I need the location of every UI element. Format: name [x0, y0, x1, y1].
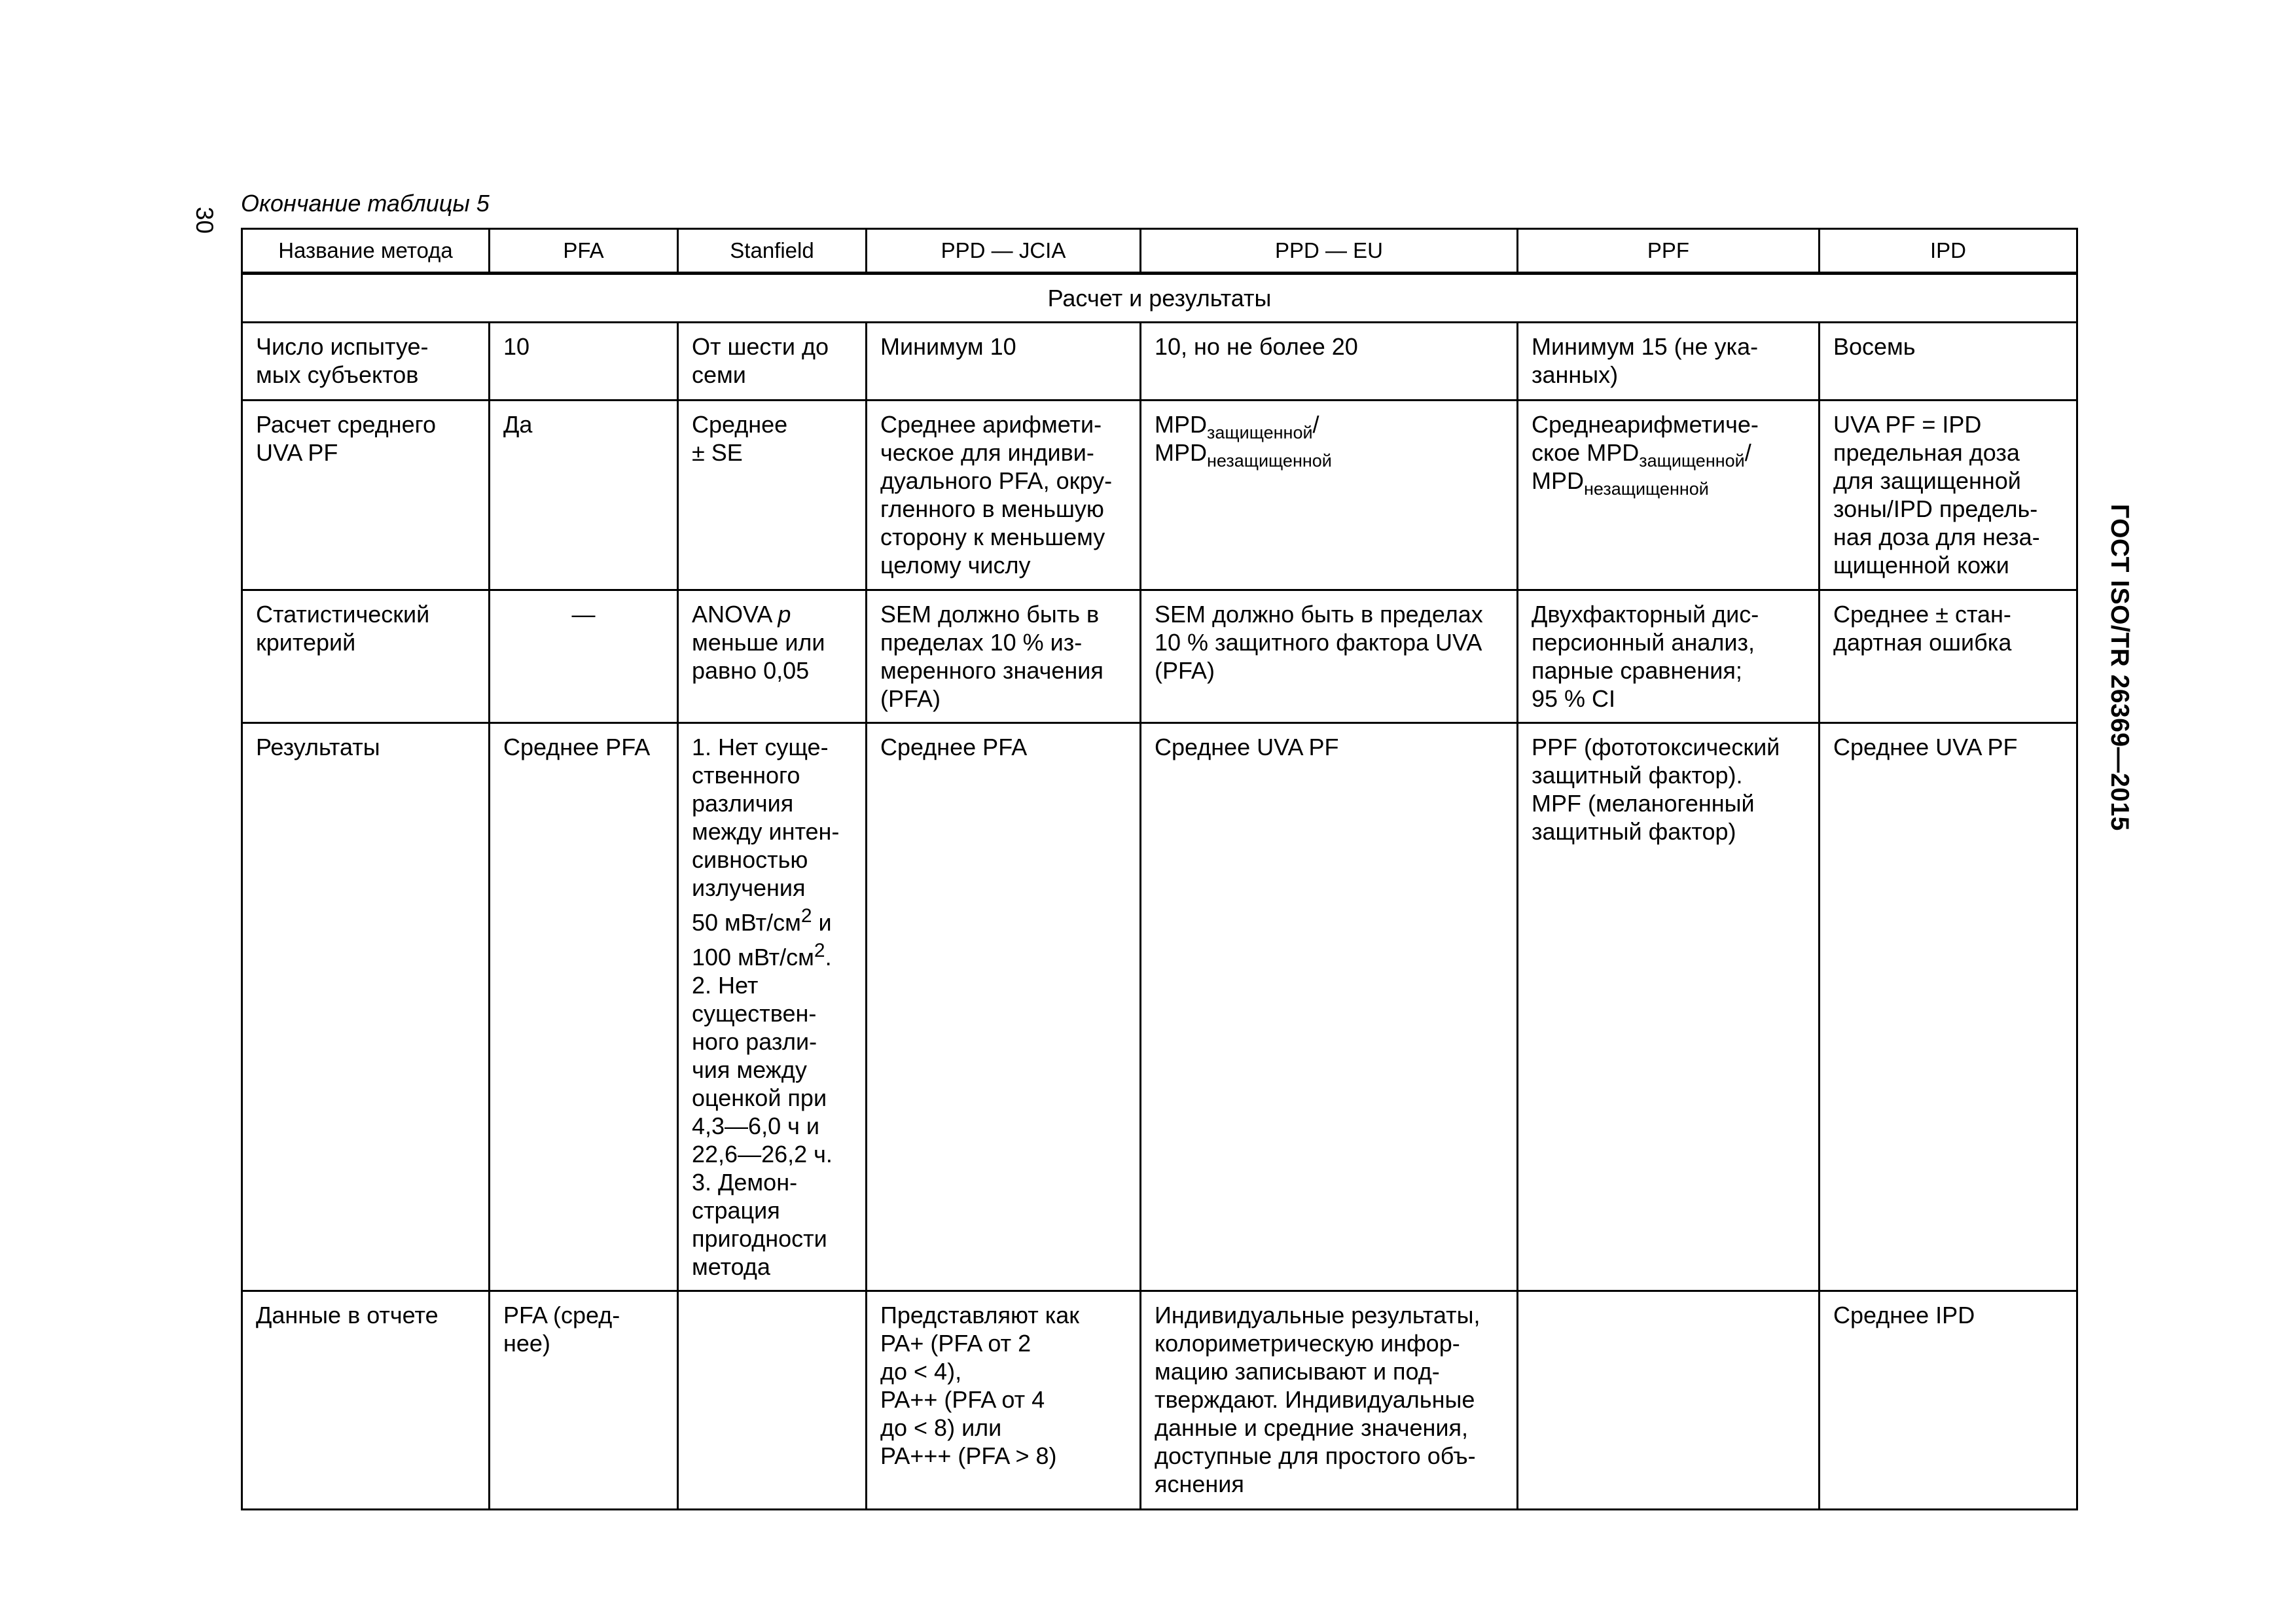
row-label: Расчет среднего UVA PF: [242, 401, 490, 590]
document-code: ГОСТ ISO/TR 26369—2015: [2106, 504, 2134, 831]
table-cell: Среднее UVA PF: [1820, 723, 2077, 1291]
table-cell: PFA (сред- нее): [490, 1291, 678, 1510]
header-ppd-jcia: PPD — JCIA: [867, 229, 1141, 274]
table-cell: [678, 590, 867, 723]
subscript: защищенной: [1207, 423, 1313, 442]
header-ppf: PPF: [1518, 229, 1820, 274]
section-row: [242, 274, 2077, 323]
table-cell: Представляют как PA+ (PFA от 2 до < 4), PA++ (PFA от 4 до < 8) или PA+++ (PFA > 8): [867, 1291, 1141, 1510]
table-cell: UVA PF = IPD предельная доза для защищенной зоны/IPD предель- ная доза для неза- щищенной кожи: [1820, 401, 2077, 590]
table-cell: 10: [490, 323, 678, 401]
header-ipd: IPD: [1820, 229, 2077, 274]
table-row: [242, 723, 2077, 1291]
cell-text: 1. Нет суще- ственного различия между интен- сивностью излучения 50 мВт/см: [692, 734, 840, 936]
superscript: 2: [800, 905, 812, 927]
table-row: [242, 590, 2077, 723]
table-cell: —: [490, 590, 678, 723]
table-cell: [1518, 401, 1820, 590]
table-cell: [678, 1291, 867, 1510]
table-cell: Среднее арифмети- ческое для индиви- дуального PFA, окру- гленного в меньшую сторону к меньшему целому числу: [867, 401, 1141, 590]
table-cell: Среднее UVA PF: [1141, 723, 1518, 1291]
table-cell: Среднее PFA: [490, 723, 678, 1291]
cell-text: меньше или равно 0,05: [692, 629, 825, 684]
table-header-row: [242, 229, 2077, 274]
table-cell: PPF (фототоксический защитный фактор). MPF (меланогенный защитный фактор): [1518, 723, 1820, 1291]
header-method-name: Название метода: [242, 229, 490, 274]
table-row: [242, 1291, 2077, 1510]
cell-text: MPD: [1155, 411, 1207, 438]
table-cell: Двухфакторный дис- персионный анализ, парные сравнения; 95 % CI: [1518, 590, 1820, 723]
table-cell: [1518, 1291, 1820, 1510]
table-row: [242, 401, 2077, 590]
cell-text: MPD: [1532, 467, 1584, 494]
cell-text: /: [1744, 439, 1751, 466]
subscript: незащищенной: [1207, 451, 1332, 471]
table-cell: Да: [490, 401, 678, 590]
row-label: Число испытуе- мых субъектов: [242, 323, 490, 401]
header-pfa: PFA: [490, 229, 678, 274]
header-ppd-eu: PPD — EU: [1141, 229, 1518, 274]
superscript: 2: [814, 940, 825, 961]
page-number: 30: [191, 206, 219, 234]
table-cell: Восемь: [1820, 323, 2077, 401]
table-cell: [678, 723, 867, 1291]
cell-text: MPD: [1155, 439, 1207, 466]
table-caption: Окончание таблицы 5: [241, 190, 490, 217]
table-cell: SEM должно быть в пределах 10 % из- меренного значения (PFA): [867, 590, 1141, 723]
table-cell: Среднее ± SE: [678, 401, 867, 590]
row-label: Данные в отчете: [242, 1291, 490, 1510]
table-cell: [1141, 401, 1518, 590]
cell-text: ANOVA: [692, 601, 778, 628]
table-cell: 10, но не более 20: [1141, 323, 1518, 401]
row-label: Статистический критерий: [242, 590, 490, 723]
subscript: незащищенной: [1584, 479, 1709, 499]
cell-text: . 2. Нет существен- ного разли- чия между оценкой при 4,3—6,0 ч и 22,6—26,2 ч. 3. Демон- страция пригодности метода: [692, 944, 833, 1280]
row-label: Результаты: [242, 723, 490, 1291]
section-title: Расчет и результаты: [242, 274, 2077, 323]
table-cell: SEM должно быть в пределах 10 % защитного фактора UVA (PFA): [1141, 590, 1518, 723]
cell-text: Среднеарифметиче- ское MPD: [1532, 411, 1759, 466]
table-cell: Среднее IPD: [1820, 1291, 2077, 1510]
cell-text: p: [778, 601, 791, 628]
table-cell: Среднее PFA: [867, 723, 1141, 1291]
cell-text: /: [1312, 411, 1319, 438]
table-cell: Индивидуальные результаты, колориметрическую инфор- мацию записывают и под- тверждают. Индивидуальные данные и средние значения, доступные для простого объ- яснения: [1141, 1291, 1518, 1510]
table-cell: Среднее ± стан- дартная ошибка: [1820, 590, 2077, 723]
table-cell: Минимум 10: [867, 323, 1141, 401]
table-cell: От шести до семи: [678, 323, 867, 401]
table-row: [242, 323, 2077, 401]
header-stanfield: Stanfield: [678, 229, 867, 274]
table-cell: Минимум 15 (не ука- занных): [1518, 323, 1820, 401]
cell-text: и 100 мВт/см: [692, 909, 832, 971]
subscript: защищенной: [1639, 451, 1745, 471]
methods-table: [241, 228, 2078, 1510]
